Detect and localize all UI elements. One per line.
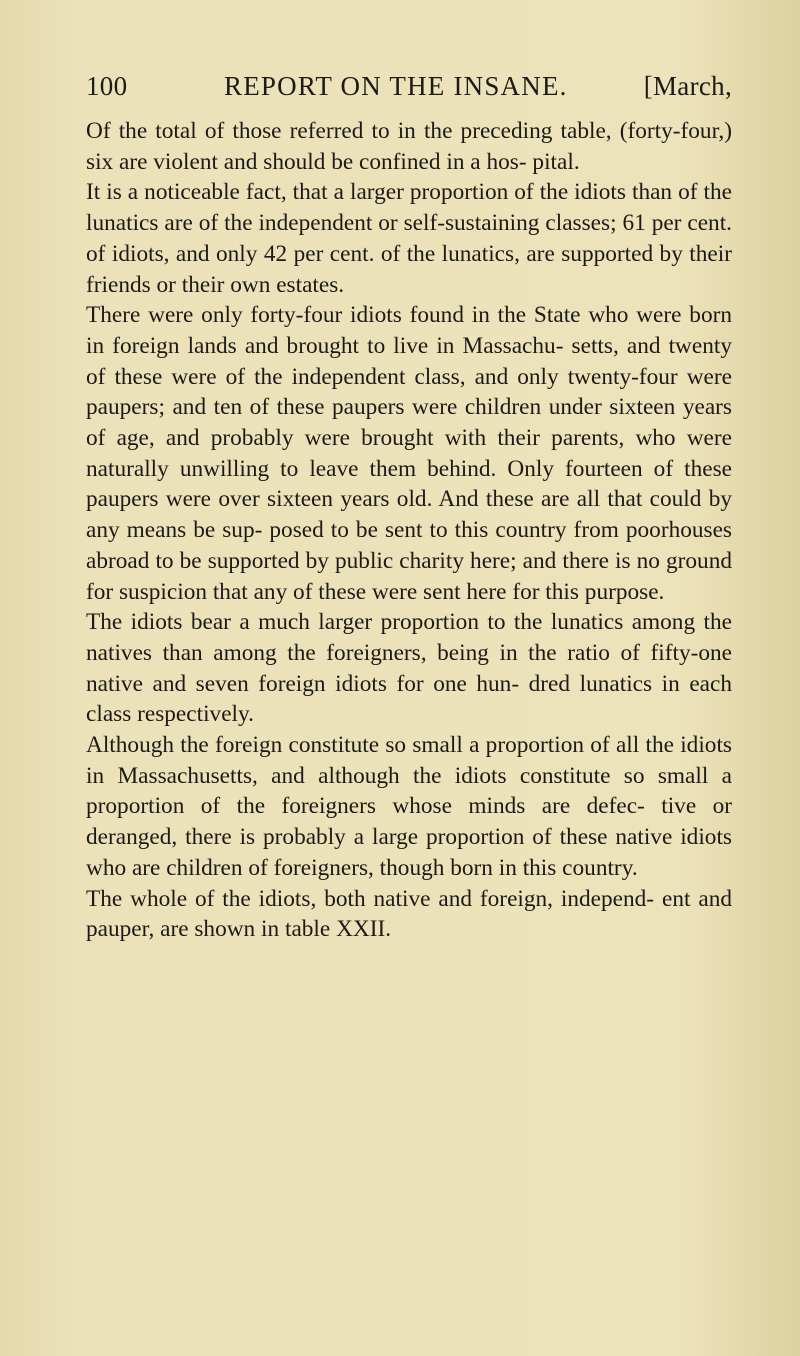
- paragraph-5: Although the foreign constitute so small a proportion of all the idiots in Massachusetts, and although the idiots constitute so small a proportion of the foreigners whose minds are defec- tive or deranged, there is probably a large proportion of these native idiots who are children of foreigners, though born in this country.: [86, 732, 732, 881]
- running-title: REPORT ON THE INSANE.: [224, 71, 568, 101]
- paragraph-1: Of the total of those referred to in the preceding table, (forty-four,) six are violent and should be confined in a hos- pital.: [86, 118, 732, 175]
- paragraph-4: The idiots bear a much larger proportion to the lunatics among the natives than among the foreigners, being in the ratio of fifty-one native and seven foreign idiots for one hun- dred lunatics in each class respectively.: [86, 609, 732, 728]
- paragraph-6: The whole of the idiots, both native and foreign, independ- ent and pauper, are shown in table XXII.: [86, 885, 732, 943]
- running-header: [86, 68, 732, 104]
- running-month: [March,: [643, 71, 732, 101]
- body-text: [86, 116, 732, 945]
- paragraph-2: It is a noticeable fact, that a larger proportion of the idiots than of the lunatics are of the independent or self-sustaining classes; 61 per cent. of idiots, and only 42 per cent. of the lunatics, are supported by their friends or their own estates.: [86, 179, 732, 298]
- paragraph-3: There were only forty-four idiots found in the State who were born in foreign lands and brought to live in Massachu- setts, and twenty of these were of the independent class, and only twenty-four were paupers; and ten of these paupers were children under sixteen years of age, and probably were brought with their parents, who were naturally unwilling to leave them behind. Only fourteen of these paupers were over sixteen years old. And these are all that could by any means be sup- posed to be sent to this country from poorhouses abroad to be supported by public charity here; and there is no ground for suspicion that any of these were sent here for this purpose.: [86, 302, 732, 605]
- page-number: 100: [86, 71, 128, 101]
